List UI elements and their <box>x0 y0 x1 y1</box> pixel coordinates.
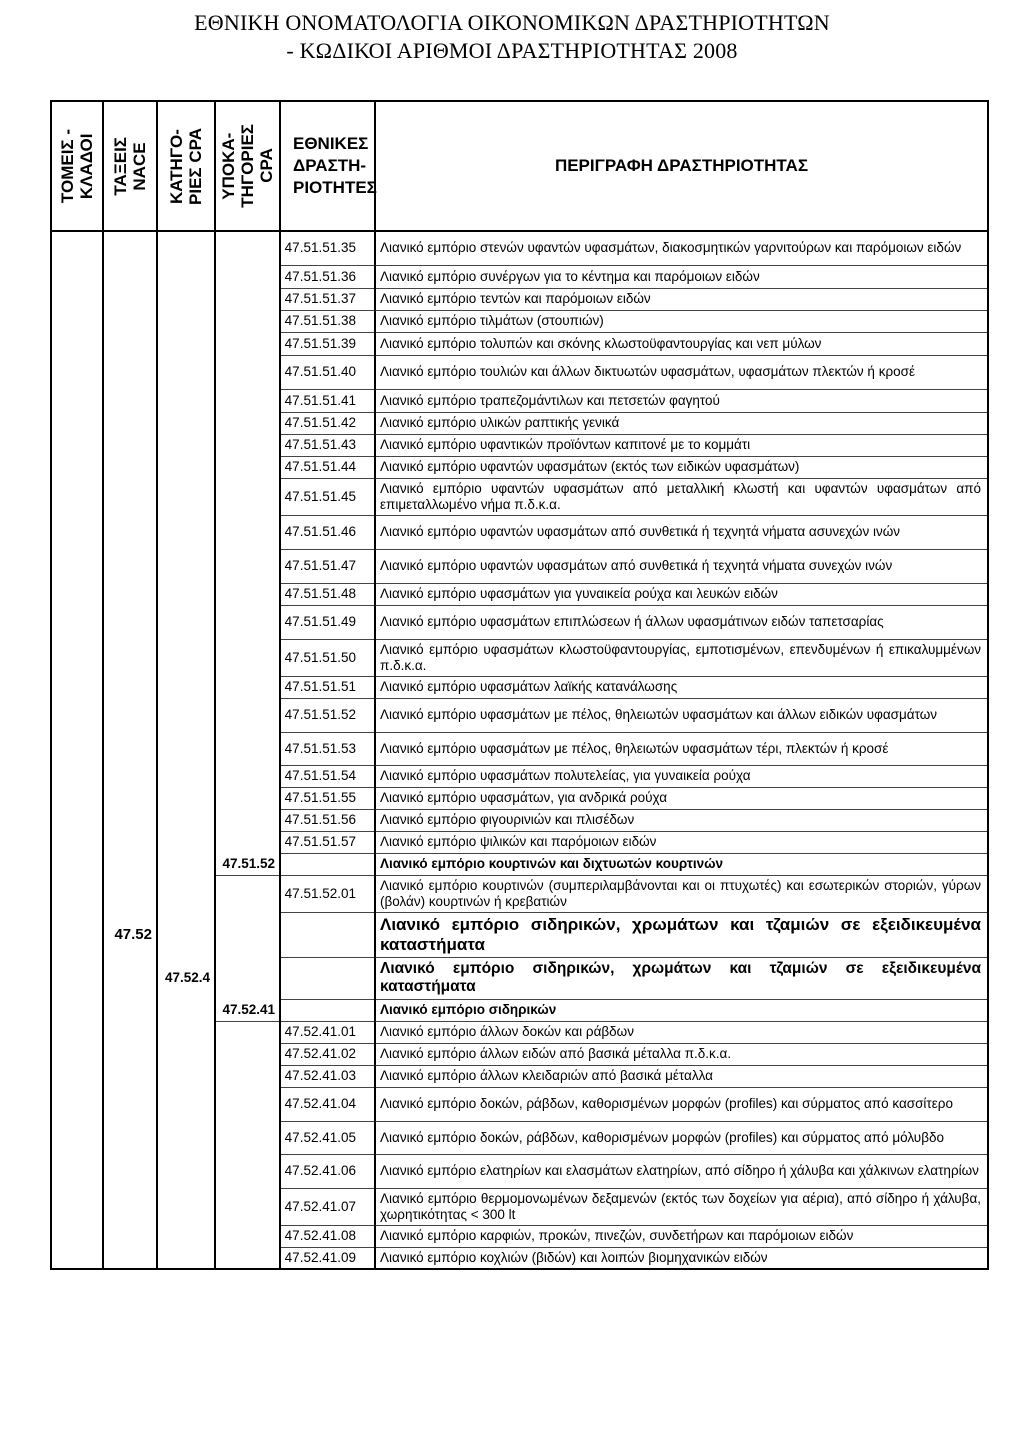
description-cell: Λιανικό εμπόριο τεντών και παρόμοιων ειδών <box>375 288 988 310</box>
taxeis-cell <box>103 515 157 549</box>
ypokatigories-cell: 47.52.41 <box>215 999 280 1021</box>
katigories-cell <box>157 809 215 831</box>
ypokatigories-cell <box>215 332 280 355</box>
description-cell: Λιανικό εμπόριο υφαντών υφασμάτων από συνθετικά ή τεχνητά νήματα συνεχών ινών <box>375 549 988 583</box>
description-cell: Λιανικό εμπόριο συνέργων για το κέντημα και παρόμοιων ειδών <box>375 265 988 288</box>
table-row <box>51 412 988 434</box>
taxeis-cell <box>103 332 157 355</box>
table-row <box>51 999 988 1021</box>
ypokatigories-cell <box>215 1247 280 1269</box>
ypokatigories-cell <box>215 765 280 787</box>
tomeis-cell <box>51 434 103 456</box>
tomeis-cell <box>51 1087 103 1121</box>
document-subtitle: - ΚΩΔΙΚΟΙ ΑΡΙΘΜΟΙ ΔΡΑΣΤΗΡΙΟΤΗΤΑΣ 2008 <box>286 38 738 63</box>
ethnikes-code-cell: 47.51.51.50 <box>280 639 375 676</box>
ethnikes-code-cell: 47.51.51.54 <box>280 765 375 787</box>
taxeis-cell <box>103 412 157 434</box>
ethnikes-code-cell: 47.51.51.45 <box>280 478 375 515</box>
table-row <box>51 1188 988 1225</box>
katigories-cell <box>157 288 215 310</box>
ypokatigories-cell <box>215 1065 280 1087</box>
taxeis-cell <box>103 605 157 639</box>
katigories-cell <box>157 332 215 355</box>
taxeis-cell <box>103 310 157 332</box>
ethnikes-code-cell: 47.51.51.55 <box>280 787 375 809</box>
ypokatigories-cell: 47.51.52 <box>215 853 280 875</box>
table-row <box>51 1225 988 1247</box>
tomeis-cell <box>51 583 103 605</box>
katigories-cell <box>157 310 215 332</box>
ethnikes-code-cell <box>280 853 375 875</box>
description-cell: Λιανικό εμπόριο υφασμάτων για γυναικεία ρούχα και λευκών ειδών <box>375 583 988 605</box>
katigories-cell <box>157 732 215 765</box>
table-row <box>51 478 988 515</box>
table-row <box>51 456 988 478</box>
description-cell: Λιανικό εμπόριο υφαντών υφασμάτων από μεταλλική κλωστή και υφαντών υφασμάτων από επιμεταλλωμένο νήμα π.δ.κ.α. <box>375 478 988 515</box>
header-katigories: ΚΑΤΗΓΟ- ΡΙΕΣ CPA <box>157 101 215 231</box>
table-row <box>51 809 988 831</box>
tomeis-cell <box>51 389 103 412</box>
ethnikes-code-cell: 47.51.51.42 <box>280 412 375 434</box>
katigories-cell <box>157 1121 215 1154</box>
ypokatigories-cell <box>215 698 280 732</box>
table-row <box>51 583 988 605</box>
ypokatigories-cell <box>215 265 280 288</box>
taxeis-cell <box>103 1188 157 1225</box>
ethnikes-code-cell: 47.51.51.53 <box>280 732 375 765</box>
header-taxeis: ΤΑΞΕΙΣ NACE <box>103 101 157 231</box>
tomeis-cell <box>51 1188 103 1225</box>
katigories-cell <box>157 1247 215 1269</box>
table-row <box>51 1087 988 1121</box>
tomeis-cell <box>51 853 103 875</box>
ethnikes-code-cell: 47.51.51.35 <box>280 231 375 265</box>
katigories-cell <box>157 912 215 957</box>
ypokatigories-cell <box>215 412 280 434</box>
ypokatigories-cell <box>215 732 280 765</box>
description-cell: Λιανικό εμπόριο υφασμάτων, για ανδρικά ρούχα <box>375 787 988 809</box>
description-cell: Λιανικό εμπόριο σιδηρικών, χρωμάτων και τζαμιών σε εξειδικευμένα καταστήματα <box>375 912 988 957</box>
description-cell: Λιανικό εμπόριο θερμομονωμένων δεξαμενών (εκτός των δοχείων για αέρια), από σίδηρο ή χάλυβα, χωρητικότητας < 300 lt <box>375 1188 988 1225</box>
tomeis-cell <box>51 1065 103 1087</box>
table-row <box>51 639 988 676</box>
taxeis-cell <box>103 456 157 478</box>
description-cell: Λιανικό εμπόριο σιδηρικών, χρωμάτων και τζαμιών σε εξειδικευμένα καταστήματα <box>375 957 988 999</box>
taxeis-cell <box>103 288 157 310</box>
description-cell: Λιανικό εμπόριο κουρτινών και διχτυωτών κουρτινών <box>375 853 988 875</box>
taxeis-cell <box>103 639 157 676</box>
table-row <box>51 1021 988 1043</box>
taxeis-cell <box>103 999 157 1021</box>
taxeis-cell <box>103 676 157 698</box>
tomeis-cell <box>51 1154 103 1188</box>
header-perigrafi: ΠΕΡΙΓΡΑΦΗ ΔΡΑΣΤΗΡΙΟΤΗΤΑΣ <box>375 101 988 231</box>
description-cell: Λιανικό εμπόριο τιλμάτων (στουπιών) <box>375 310 988 332</box>
table-row <box>51 231 988 265</box>
header-ypokatigories: ΥΠΟΚΑ- ΤΗΓΟΡΙΕΣ CPA <box>215 101 280 231</box>
tomeis-cell <box>51 1225 103 1247</box>
tomeis-cell <box>51 831 103 853</box>
taxeis-cell <box>103 1121 157 1154</box>
tomeis-cell <box>51 1043 103 1065</box>
taxeis-cell <box>103 732 157 765</box>
katigories-cell <box>157 1043 215 1065</box>
ethnikes-code-cell: 47.51.51.36 <box>280 265 375 288</box>
table-row <box>51 265 988 288</box>
ypokatigories-cell <box>215 549 280 583</box>
katigories-cell <box>157 787 215 809</box>
ypokatigories-cell <box>215 1087 280 1121</box>
taxeis-cell <box>103 1021 157 1043</box>
ypokatigories-cell <box>215 231 280 265</box>
tomeis-cell <box>51 478 103 515</box>
katigories-cell <box>157 676 215 698</box>
ypokatigories-cell <box>215 957 280 999</box>
ethnikes-code-cell: 47.51.51.49 <box>280 605 375 639</box>
taxeis-cell <box>103 831 157 853</box>
ypokatigories-cell <box>215 1188 280 1225</box>
table-row <box>51 957 988 999</box>
ypokatigories-cell <box>215 875 280 912</box>
ethnikes-code-cell: 47.51.51.47 <box>280 549 375 583</box>
table-row <box>51 1065 988 1087</box>
ypokatigories-cell <box>215 912 280 957</box>
ypokatigories-cell <box>215 1225 280 1247</box>
katigories-cell <box>157 999 215 1021</box>
tomeis-cell <box>51 1021 103 1043</box>
tomeis-cell <box>51 412 103 434</box>
description-cell: Λιανικό εμπόριο υλικών ραπτικής γενικά <box>375 412 988 434</box>
table-row <box>51 698 988 732</box>
description-cell: Λιανικό εμπόριο κοχλιών (βιδών) και λοιπών βιομηχανικών ειδών <box>375 1247 988 1269</box>
description-cell: Λιανικό εμπόριο υφασμάτων με πέλος, θηλειωτών υφασμάτων τέρι, πλεκτών ή κροσέ <box>375 732 988 765</box>
ethnikes-code-cell: 47.51.51.51 <box>280 676 375 698</box>
ypokatigories-cell <box>215 288 280 310</box>
description-cell: Λιανικό εμπόριο άλλων ειδών από βασικά μέταλλα π.δ.κ.α. <box>375 1043 988 1065</box>
taxeis-cell <box>103 1247 157 1269</box>
description-cell: Λιανικό εμπόριο στενών υφαντών υφασμάτων, διακοσμητικών γαρνιτούρων και παρόμοιων ειδών <box>375 231 988 265</box>
katigories-cell <box>157 853 215 875</box>
taxeis-cell <box>103 1043 157 1065</box>
tomeis-cell <box>51 288 103 310</box>
ethnikes-code-cell: 47.51.51.37 <box>280 288 375 310</box>
ethnikes-code-cell <box>280 957 375 999</box>
katigories-cell <box>157 355 215 389</box>
ethnikes-code-cell: 47.51.51.40 <box>280 355 375 389</box>
katigories-cell <box>157 412 215 434</box>
ypokatigories-cell <box>215 389 280 412</box>
katigories-cell <box>157 1021 215 1043</box>
table-row <box>51 332 988 355</box>
table-row <box>51 875 988 912</box>
description-cell: Λιανικό εμπόριο δοκών, ράβδων, καθορισμένων μορφών (profiles) και σύρματος από κασσίτερο <box>375 1087 988 1121</box>
table-row <box>51 549 988 583</box>
tomeis-cell <box>51 549 103 583</box>
ypokatigories-cell <box>215 1043 280 1065</box>
tomeis-cell <box>51 698 103 732</box>
katigories-cell <box>157 875 215 912</box>
taxeis-cell <box>103 957 157 999</box>
tomeis-cell <box>51 332 103 355</box>
katigories-cell <box>157 389 215 412</box>
katigories-cell: 47.52.4 <box>157 957 215 999</box>
ypokatigories-cell <box>215 478 280 515</box>
description-cell: Λιανικό εμπόριο άλλων κλειδαριών από βασικά μέταλλα <box>375 1065 988 1087</box>
table-header-row <box>51 101 988 231</box>
description-cell: Λιανικό εμπόριο υφασμάτων πολυτελείας, για γυναικεία ρούχα <box>375 765 988 787</box>
ethnikes-code-cell: 47.52.41.04 <box>280 1087 375 1121</box>
taxeis-cell <box>103 787 157 809</box>
description-cell: Λιανικό εμπόριο κουρτινών (συμπεριλαμβάνονται και οι πτυχωτές) και εσωτερικών στοριών, γύρων (βολάν) κουρτινών ή κρεβατιών <box>375 875 988 912</box>
ethnikes-code-cell: 47.51.51.44 <box>280 456 375 478</box>
ypokatigories-cell <box>215 434 280 456</box>
katigories-cell <box>157 456 215 478</box>
katigories-cell <box>157 1188 215 1225</box>
katigories-cell <box>157 831 215 853</box>
table-row <box>51 787 988 809</box>
document-title: ΕΘΝΙΚΗ ΟΝΟΜΑΤΟΛΟΓΙΑ ΟΙΚΟΝΟΜΙΚΩΝ ΔΡΑΣΤΗΡΙΟΤΗΤΩΝ <box>194 10 830 35</box>
description-cell: Λιανικό εμπόριο υφασμάτων λαϊκής κατανάλωσης <box>375 676 988 698</box>
ethnikes-code-cell: 47.51.52.01 <box>280 875 375 912</box>
table-row <box>51 389 988 412</box>
table-row <box>51 676 988 698</box>
ethnikes-code-cell: 47.52.41.09 <box>280 1247 375 1269</box>
description-cell: Λιανικό εμπόριο ψιλικών και παρόμοιων ειδών <box>375 831 988 853</box>
taxeis-cell <box>103 355 157 389</box>
taxeis-cell <box>103 1225 157 1247</box>
table-row <box>51 310 988 332</box>
tomeis-cell <box>51 355 103 389</box>
ypokatigories-cell <box>215 809 280 831</box>
taxeis-cell: 47.52 <box>103 912 157 957</box>
katigories-cell <box>157 478 215 515</box>
ypokatigories-cell <box>215 831 280 853</box>
ethnikes-code-cell: 47.52.41.02 <box>280 1043 375 1065</box>
table-row <box>51 605 988 639</box>
ypokatigories-cell <box>215 639 280 676</box>
ethnikes-code-cell: 47.51.51.39 <box>280 332 375 355</box>
description-cell: Λιανικό εμπόριο υφαντών υφασμάτων (εκτός των ειδικών υφασμάτων) <box>375 456 988 478</box>
ethnikes-code-cell <box>280 912 375 957</box>
ypokatigories-cell <box>215 787 280 809</box>
ypokatigories-cell <box>215 355 280 389</box>
header-tomeis: ΤΟΜΕΙΣ - ΚΛΑΔΟΙ <box>51 101 103 231</box>
table-row <box>51 1247 988 1269</box>
table-row <box>51 288 988 310</box>
ethnikes-code-cell: 47.51.51.38 <box>280 310 375 332</box>
tomeis-cell <box>51 1121 103 1154</box>
taxeis-cell <box>103 809 157 831</box>
tomeis-cell <box>51 875 103 912</box>
table-row <box>51 1154 988 1188</box>
tomeis-cell <box>51 605 103 639</box>
ethnikes-code-cell <box>280 999 375 1021</box>
table-row <box>51 355 988 389</box>
ethnikes-code-cell: 47.51.51.57 <box>280 831 375 853</box>
tomeis-cell <box>51 809 103 831</box>
description-cell: Λιανικό εμπόριο ελατηρίων και ελασμάτων ελατηρίων, από σίδηρο ή χάλυβα και χάλκινων ελατηρίων <box>375 1154 988 1188</box>
tomeis-cell <box>51 912 103 957</box>
table-row <box>51 1121 988 1154</box>
tomeis-cell <box>51 639 103 676</box>
tomeis-cell <box>51 231 103 265</box>
ypokatigories-cell <box>215 676 280 698</box>
ypokatigories-cell <box>215 515 280 549</box>
ypokatigories-cell <box>215 1121 280 1154</box>
ethnikes-code-cell: 47.51.51.46 <box>280 515 375 549</box>
ethnikes-code-cell: 47.52.41.07 <box>280 1188 375 1225</box>
tomeis-cell <box>51 957 103 999</box>
description-cell: Λιανικό εμπόριο τραπεζομάντιλων και πετσετών φαγητού <box>375 389 988 412</box>
katigories-cell <box>157 231 215 265</box>
ethnikes-code-cell: 47.52.41.03 <box>280 1065 375 1087</box>
ethnikes-code-cell: 47.51.51.56 <box>280 809 375 831</box>
taxeis-cell <box>103 698 157 732</box>
description-cell: Λιανικό εμπόριο άλλων δοκών και ράβδων <box>375 1021 988 1043</box>
taxeis-cell <box>103 478 157 515</box>
katigories-cell <box>157 605 215 639</box>
table-row <box>51 765 988 787</box>
tomeis-cell <box>51 999 103 1021</box>
ethnikes-code-cell: 47.51.51.48 <box>280 583 375 605</box>
ypokatigories-cell <box>215 583 280 605</box>
katigories-cell <box>157 1154 215 1188</box>
tomeis-cell <box>51 310 103 332</box>
table-row <box>51 515 988 549</box>
tomeis-cell <box>51 676 103 698</box>
katigories-cell <box>157 1087 215 1121</box>
table-row <box>51 1043 988 1065</box>
ethnikes-code-cell: 47.52.41.05 <box>280 1121 375 1154</box>
description-cell: Λιανικό εμπόριο τουλιών και άλλων δικτυωτών υφασμάτων, υφασμάτων πλεκτών ή κροσέ <box>375 355 988 389</box>
description-cell: Λιανικό εμπόριο υφασμάτων κλωστοϋφαντουργίας, εμποτισμένων, επενδυμένων ή επικαλυμμένων π.δ.κ.α. <box>375 639 988 676</box>
katigories-cell <box>157 265 215 288</box>
tomeis-cell <box>51 765 103 787</box>
ethnikes-code-cell: 47.52.41.08 <box>280 1225 375 1247</box>
taxeis-cell <box>103 549 157 583</box>
description-cell: Λιανικό εμπόριο υφαντικών προϊόντων καπιτονέ με το κομμάτι <box>375 434 988 456</box>
katigories-cell <box>157 583 215 605</box>
description-cell: Λιανικό εμπόριο υφαντών υφασμάτων από συνθετικά ή τεχνητά νήματα ασυνεχών ινών <box>375 515 988 549</box>
table-row <box>51 434 988 456</box>
tomeis-cell <box>51 456 103 478</box>
description-cell: Λιανικό εμπόριο σιδηρικών <box>375 999 988 1021</box>
tomeis-cell <box>51 732 103 765</box>
tomeis-cell <box>51 1247 103 1269</box>
table-row <box>51 912 988 957</box>
katigories-cell <box>157 1065 215 1087</box>
tomeis-cell <box>51 265 103 288</box>
katigories-cell <box>157 434 215 456</box>
katigories-cell <box>157 549 215 583</box>
ypokatigories-cell <box>215 605 280 639</box>
taxeis-cell <box>103 231 157 265</box>
ethnikes-code-cell: 47.51.51.43 <box>280 434 375 456</box>
table-row <box>51 732 988 765</box>
taxeis-cell <box>103 1154 157 1188</box>
taxeis-cell <box>103 765 157 787</box>
table-row <box>51 853 988 875</box>
description-cell: Λιανικό εμπόριο υφασμάτων με πέλος, θηλειωτών υφασμάτων και άλλων ειδικών υφασμάτων <box>375 698 988 732</box>
ethnikes-code-cell: 47.51.51.52 <box>280 698 375 732</box>
ypokatigories-cell <box>215 1154 280 1188</box>
taxeis-cell <box>103 265 157 288</box>
ypokatigories-cell <box>215 310 280 332</box>
ypokatigories-cell <box>215 1021 280 1043</box>
description-cell: Λιανικό εμπόριο τολυπών και σκόνης κλωστοϋφαντουργίας και νεπ μύλων <box>375 332 988 355</box>
description-cell: Λιανικό εμπόριο δοκών, ράβδων, καθορισμένων μορφών (profiles) και σύρματος από μόλυβδο <box>375 1121 988 1154</box>
ethnikes-code-cell: 47.52.41.01 <box>280 1021 375 1043</box>
taxeis-cell <box>103 583 157 605</box>
katigories-cell <box>157 639 215 676</box>
taxeis-cell <box>103 1087 157 1121</box>
description-cell: Λιανικό εμπόριο υφασμάτων επιπλώσεων ή άλλων υφασμάτινων ειδών ταπετσαρίας <box>375 605 988 639</box>
katigories-cell <box>157 515 215 549</box>
ethnikes-code-cell: 47.52.41.06 <box>280 1154 375 1188</box>
taxeis-cell <box>103 853 157 875</box>
tomeis-cell <box>51 515 103 549</box>
katigories-cell <box>157 698 215 732</box>
katigories-cell <box>157 1225 215 1247</box>
taxeis-cell <box>103 1065 157 1087</box>
header-ethnikes: ΕΘΝΙΚΕΣ ΔΡΑΣΤΗ- ΡΙΟΤΗΤΕΣ <box>280 101 375 231</box>
ypokatigories-cell <box>215 456 280 478</box>
description-cell: Λιανικό εμπόριο καρφιών, προκών, πινεζών, συνδετήρων και παρόμοιων ειδών <box>375 1225 988 1247</box>
taxeis-cell <box>103 434 157 456</box>
taxeis-cell <box>103 389 157 412</box>
table-row <box>51 831 988 853</box>
ethnikes-code-cell: 47.51.51.41 <box>280 389 375 412</box>
description-cell: Λιανικό εμπόριο φιγουρινιών και πλισέδων <box>375 809 988 831</box>
katigories-cell <box>157 765 215 787</box>
activity-codes-table <box>50 100 989 1270</box>
taxeis-cell <box>103 875 157 912</box>
tomeis-cell <box>51 787 103 809</box>
